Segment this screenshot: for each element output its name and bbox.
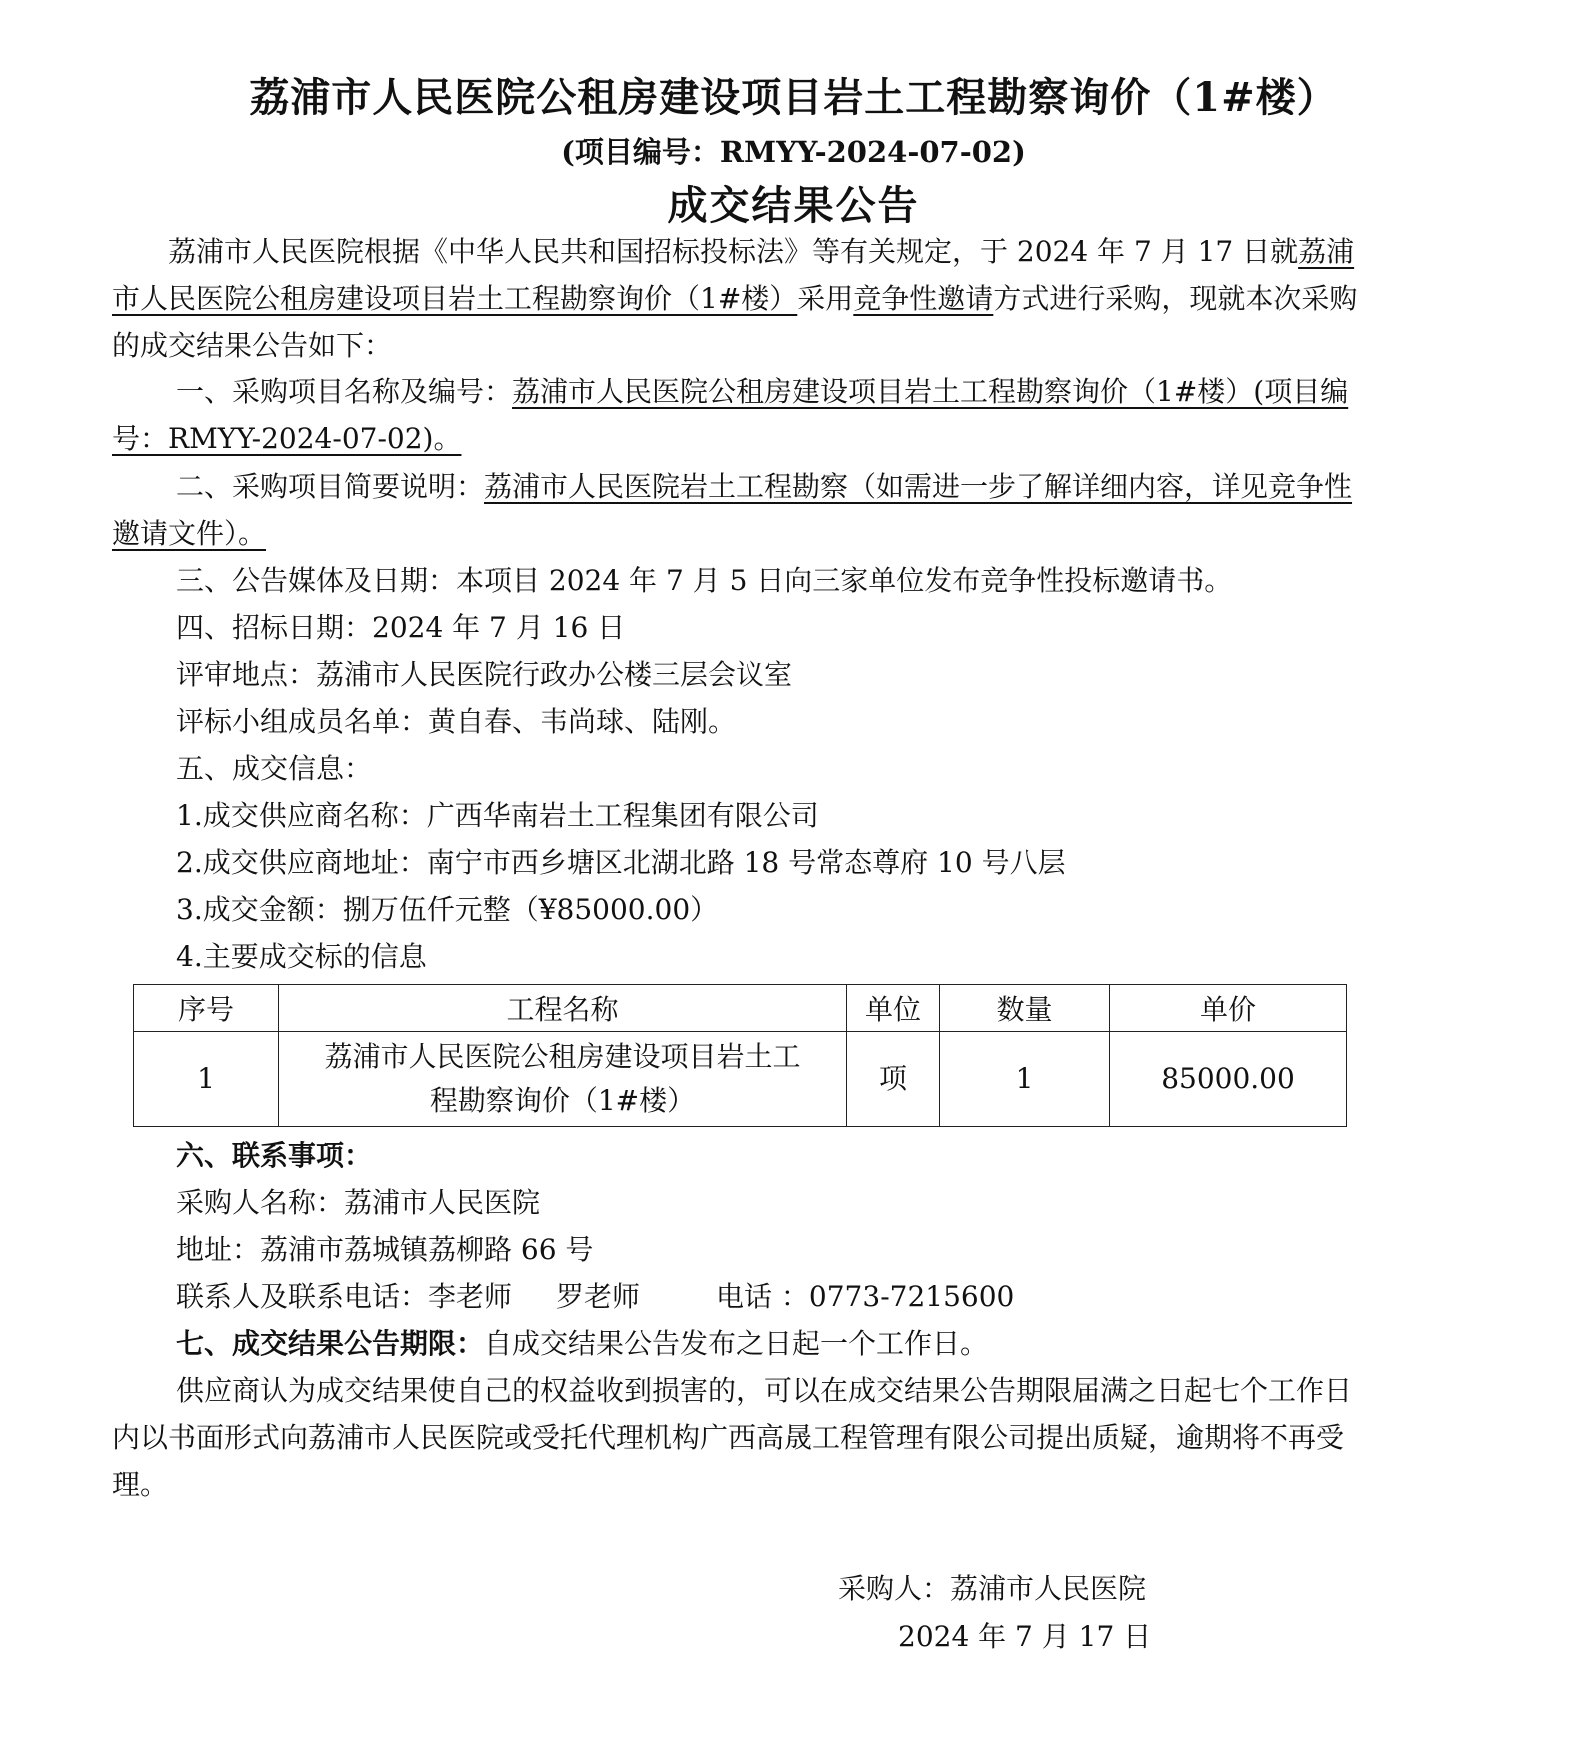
signature-purchaser: 采购人：荔浦市人民医院 <box>838 1572 1147 1605</box>
cell-unit: 项 <box>847 1032 940 1127</box>
section-2: 二、采购项目简要说明：荔浦市人民医院岩土工程勘察（如需进一步了解详细内容，详见竞争性 <box>176 470 1353 503</box>
announcement-heading: 成交结果公告 <box>667 182 920 229</box>
contact-info <box>176 1273 1014 1320</box>
contact-phone: 电话 ：0773-7215600 <box>716 1280 1015 1313</box>
signature-date: 2024 年 7 月 17 日 <box>898 1620 1152 1653</box>
header-name: 工程名称 <box>279 985 847 1032</box>
intro-line-3: 的成交结果公告如下： <box>112 329 393 362</box>
section-6: 六、联系事项： <box>176 1139 373 1172</box>
cell-no: 1 <box>134 1032 279 1127</box>
review-location: 评审地点：荔浦市人民医院行政办公楼三层会议室 <box>176 658 793 691</box>
section-3: 三、公告媒体及日期：本项目 2024 年 7 月 5 日向三家单位发布竞争性投标邀请书。 <box>176 564 1233 597</box>
section-5: 五、成交信息： <box>176 752 373 785</box>
intro-line-1: 荔浦市人民医院根据《中华人民共和国招标投标法》等有关规定，于 2024 年 7 月 17 日就荔浦 <box>168 235 1355 268</box>
section-4: 四、招标日期：2024 年 7 月 16 日 <box>176 611 626 644</box>
header-no: 序号 <box>134 985 279 1032</box>
project-number: (项目编号：RMYY-2024-07-02) <box>561 135 1026 169</box>
supplier-name: 1.成交供应商名称：广西华南岩土工程集团有限公司 <box>176 799 819 832</box>
cell-qty: 1 <box>940 1032 1110 1127</box>
main-info-label: 4.主要成交标的信息 <box>176 940 427 973</box>
contact-1: 联系人及联系电话：李老师 <box>176 1280 513 1313</box>
objection-line-1: 供应商认为成交结果使自己的权益收到损害的，可以在成交结果公告期限届满之日起七个工作日 <box>176 1374 1353 1407</box>
document-title: 荔浦市人民医院公租房建设项目岩土工程勘察询价（1#楼） <box>249 74 1338 121</box>
deal-table <box>133 984 1347 1127</box>
cell-price: 85000.00 <box>1110 1032 1347 1127</box>
table-header-row <box>134 985 1347 1032</box>
contact-2: 罗老师 <box>556 1280 641 1313</box>
supplier-address: 2.成交供应商地址：南宁市西乡塘区北湖北路 18 号常态尊府 10 号八层 <box>176 846 1066 879</box>
header-price: 单价 <box>1110 985 1347 1032</box>
cell-name-line-2: 程勘察询价（1#楼） <box>429 1084 696 1117</box>
header-qty: 数量 <box>940 985 1110 1032</box>
deal-amount: 3.成交金额：捌万伍仟元整（¥85000.00） <box>176 893 719 926</box>
section-2-cont: 邀请文件）。 <box>112 517 267 550</box>
header-unit: 单位 <box>847 985 940 1032</box>
objection-line-2: 内以书面形式向荔浦市人民医院或受托代理机构广西高晟工程管理有限公司提出质疑，逾期将不再受 <box>112 1421 1345 1454</box>
table-row <box>134 1032 1347 1127</box>
panel-members: 评标小组成员名单：黄自春、韦尚球、陆刚。 <box>176 705 737 738</box>
section-1-cont: 号：RMYY-2024-07-02)。 <box>112 422 462 455</box>
purchaser-name: 采购人名称：荔浦市人民医院 <box>176 1186 541 1219</box>
intro-line-2: 市人民医院公租房建设项目岩土工程勘察询价（1#楼）采用竞争性邀请方式进行采购，现就本次采购 <box>112 282 1358 315</box>
objection-line-3: 理。 <box>112 1468 169 1501</box>
purchaser-address: 地址：荔浦市荔城镇荔柳路 66 号 <box>176 1233 594 1266</box>
cell-name-line-1: 荔浦市人民医院公租房建设项目岩土工 <box>324 1040 801 1073</box>
section-1: 一、采购项目名称及编号：荔浦市人民医院公租房建设项目岩土工程勘察询价（1#楼）(项目编 <box>176 375 1349 408</box>
section-7: 七、成交结果公告期限：自成交结果公告发布之日起一个工作日。 <box>176 1327 989 1360</box>
cell-name <box>279 1032 847 1127</box>
